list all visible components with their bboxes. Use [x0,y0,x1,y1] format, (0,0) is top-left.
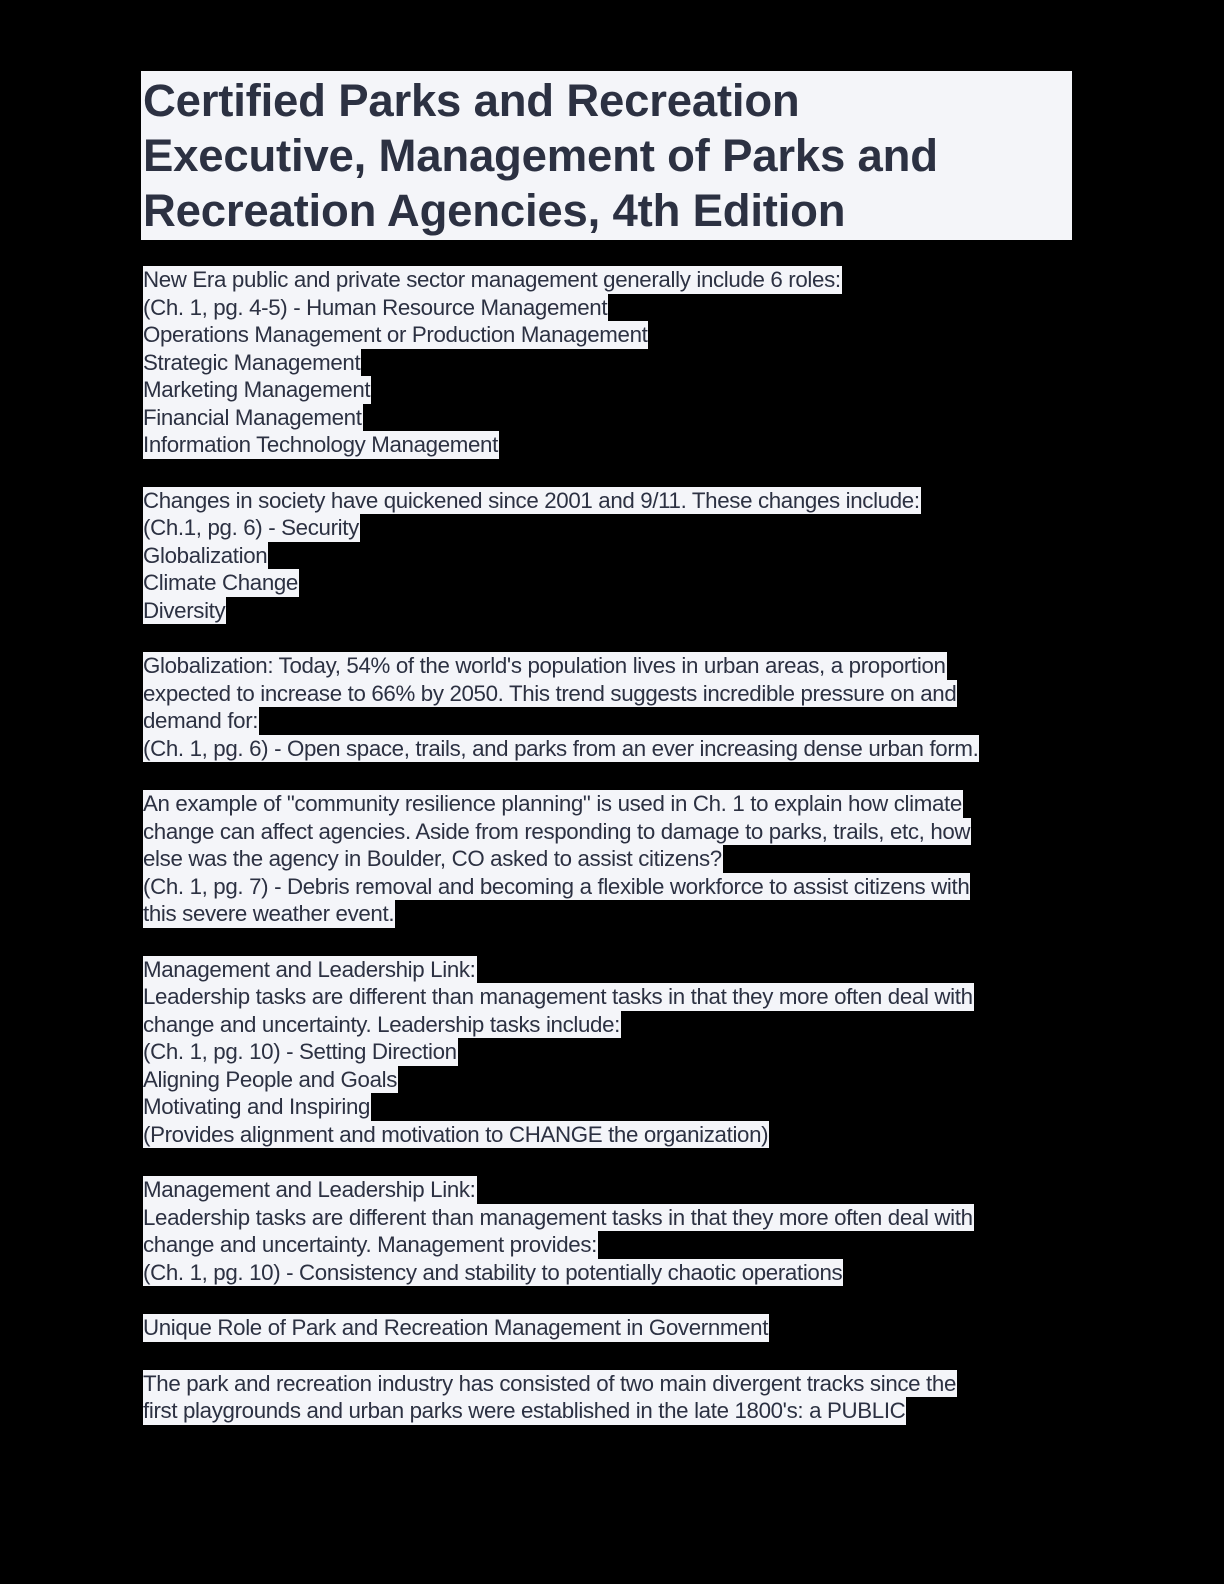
title-line: Certified Parks and Recreation [143,75,800,126]
text-line: change can affect agencies. Aside from responding to damage to parks, trails, etc, how [143,818,971,844]
text-line: Information Technology Management [143,432,498,457]
document-title [141,71,1072,240]
text-line: An example of "community resilience planning" is used in Ch. 1 to explain how climate [143,791,962,816]
text-line: Management and Leadership Link: [143,1177,476,1202]
text-line: Marketing Management [143,377,371,402]
text-line: New Era public and private sector management generally include 6 roles: [143,267,841,292]
text-line: (Ch. 1, pg. 4-5) - Human Resource Management [143,294,608,320]
text-line: Aligning People and Goals [143,1066,398,1092]
text-line: Leadership tasks are different than management tasks in that they more often deal with [143,1204,973,1230]
text-line: (Ch. 1, pg. 10) - Setting Direction [143,1039,457,1064]
text-line: Unique Role of Park and Recreation Management in Government [143,1315,769,1340]
text-line: (Provides alignment and motivation to CHANGE the organization) [143,1121,769,1147]
text-line: Climate Change [143,570,298,595]
text-line: demand for: [143,708,259,733]
text-line: Globalization [143,542,268,568]
text-line: change and uncertainty. Management provides: [143,1232,597,1257]
text-line: Changes in society have quickened since 2001 and 9/11. These changes include: [143,487,920,513]
flashcard-community-resilience [143,790,1083,928]
text-line: Motivating and Inspiring [143,1094,371,1119]
flashcard-leadership-tasks [143,956,1083,1149]
text-line: Globalization: Today, 54% of the world's population lives in urban areas, a proportion [143,653,946,678]
text-line: Strategic Management [143,349,361,375]
text-line: (Ch.1, pg. 6) - Security [143,515,359,540]
text-line: Financial Management [143,404,362,430]
text-line: (Ch. 1, pg. 10) - Consistency and stability to potentially chaotic operations [143,1259,843,1285]
flashcard-management-roles [143,266,1083,459]
text-line: Management and Leadership Link: [143,956,476,982]
text-line: this severe weather event. [143,901,395,926]
flashcard-society-changes [143,487,1083,625]
text-line: (Ch. 1, pg. 6) - Open space, trails, and parks from an ever increasing dense urban form. [143,735,979,761]
title-line: Recreation Agencies, 4th Edition [143,185,846,236]
document-page [143,71,1083,1425]
text-line: else was the agency in Boulder, CO asked to assist citizens? [143,846,722,871]
flashcard-globalization [143,652,1083,762]
text-line: The park and recreation industry has consisted of two main divergent tracks since the [143,1370,957,1396]
text-line: (Ch. 1, pg. 7) - Debris removal and becoming a flexible workforce to assist citizens with [143,873,970,899]
flashcard-management-provides [143,1176,1083,1286]
title-line: Executive, Management of Parks and [143,130,938,181]
text-line: Operations Management or Production Management [143,322,648,347]
text-line: Diversity [143,597,226,623]
flashcard-unique-role [143,1314,1083,1342]
text-line: first playgrounds and urban parks were established in the late 1800's: a PUBLIC [143,1398,906,1423]
text-line: Leadership tasks are different than management tasks in that they more often deal with [143,984,973,1009]
flashcard-industry-tracks [143,1370,1083,1425]
text-line: change and uncertainty. Leadership tasks include: [143,1011,621,1037]
text-line: expected to increase to 66% by 2050. This trend suggests incredible pressure on and [143,680,957,706]
